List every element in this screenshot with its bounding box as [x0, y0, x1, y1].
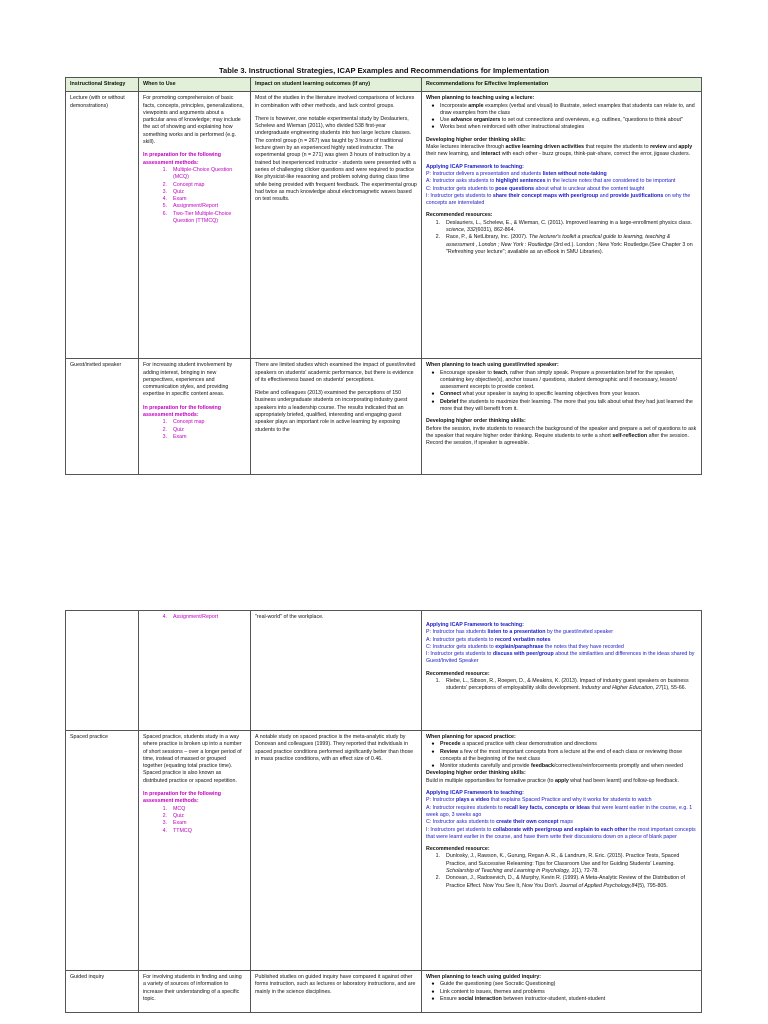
icap-block	[426, 622, 697, 666]
rec-bullets	[426, 741, 697, 770]
table-row-guest-continued	[66, 611, 702, 731]
header-when: When to Use	[139, 78, 251, 92]
rec-heading: When planning for spaced practice:	[426, 734, 516, 740]
list-item: 1. Riebe, L., Sibson, R., Roepen, D., & Meakins, K. (2013). Impact of industry guest speakers on business students' perceptions of employability skills development. Industry and Higher Education, 27(1), 55-66.	[435, 678, 689, 692]
list-item: ● Precede a spaced practice with clear demonstration and directions	[431, 741, 597, 748]
list-item: ● Connect what your speaker is saying to specific learning objectives from your lesson.	[431, 391, 641, 398]
assessment-list	[143, 806, 246, 835]
impact-cell	[251, 359, 422, 475]
table-row-guided-inquiry	[66, 971, 702, 1013]
impact-cell	[251, 971, 422, 1013]
table-row-guest	[66, 359, 702, 475]
table-header-row	[66, 78, 702, 92]
impact-text: There are limited studies which examined the impact of guest/invited speakers on students' academic performance, but there is evidence of its effectiveness based on students' perceptions.	[255, 362, 416, 383]
impact-text: Published studies on guided inquiry have compared it against other forms instruction, such as lectures or laboratory instructions, and are mainly in the science disciplines.	[255, 974, 416, 995]
impact-text: "real-world" of the workplace.	[255, 614, 324, 620]
resources-list	[426, 220, 697, 256]
recommendation-cell	[422, 92, 702, 359]
icap-i: I: Instructors get students to collaborate with peer/group and explain to each other the most important concepts that were learnt earlier in the course, and have them write their discussions down on a piece of blank paper	[426, 826, 696, 840]
list-item: ● Use advance organizers to set out connections and overviews, e.g. outlines, "questions to think about"	[431, 117, 683, 124]
list-item: 1. Concept map	[162, 419, 205, 426]
icap-i: I: Instructor gets students to share their concept maps with peer/group and provide justifications on why the concepts are interrelated	[426, 192, 691, 207]
list-item: 3. Exam	[162, 820, 187, 827]
icap-c: C: Instructor asks students to create their own concept maps	[426, 819, 573, 826]
recommendation-cell	[422, 971, 702, 1013]
assessment-list	[143, 419, 246, 441]
table-title: Table 3. Instructional Strategies, ICAP Examples and Recommendations for Implementation	[218, 66, 550, 75]
header-impact: Impact on student learning outcomes (if any)	[251, 78, 422, 92]
strategies-table-part-2	[65, 610, 702, 1013]
resources-heading: Recommended resource:	[426, 670, 490, 677]
list-item: 6. Two-Tier Multiple-Choice Question (TTMCQ)	[162, 210, 232, 225]
header-recommendations: Recommendations for Effective Implementation	[422, 78, 702, 92]
prep-heading: In preparation for the following assessment methods:	[143, 152, 221, 166]
list-item: 4. Assignment/Report	[162, 614, 219, 620]
list-item: 1. Deslauriers, L., Schelew, E., & Wieman, C. (2011). Improved learning in a large-enrollment physics class. science, 332(6031), 862-864.	[435, 219, 693, 234]
list-item: ● Review a few of the most important concepts from a lecture at the end of each class or reviewing those concepts at the beginning of the next class	[431, 748, 683, 762]
prep-heading: In preparation for the following assessment methods:	[143, 404, 221, 419]
when-cell	[139, 359, 251, 475]
list-item: 2. Concept map	[162, 181, 205, 188]
when-cell	[139, 731, 251, 971]
rec-bullets	[426, 981, 697, 1003]
list-item: ● Ensure social interaction between instructor-student, student-student	[431, 995, 606, 1002]
list-item: 1. MCQ	[162, 805, 186, 812]
impact-cell	[251, 731, 422, 971]
hot-heading: Developing higher order thinking skills:	[426, 136, 526, 143]
icap-i: I: Instructor gets students to discuss with peer/group about the similarities and differences in the ideas shared by Guest/Invited Speaker	[426, 651, 695, 665]
hot-text: Before the session, invite students to research the background of the speaker and prepare a set of questions to ask the speaker that require higher order thinking. Require students to write a short self-reflection after the session. Record the session, if speaker is agreeable.	[426, 425, 697, 447]
list-item: 2. Quiz	[162, 812, 184, 819]
strategy-cell: Guided inquiry	[66, 971, 139, 1013]
list-item: 3. Quiz	[162, 188, 184, 195]
list-item: 2. Quiz	[162, 426, 184, 433]
list-item: ● Incorporate ample examples (verbal and visual) to illustrate, select examples that students can relate to, and draw examples from the class	[431, 102, 695, 116]
recommendation-cell	[422, 731, 702, 971]
resources-heading: Recommended resource:	[426, 846, 490, 853]
when-cell	[139, 611, 251, 731]
impact-text: Most of the studies in the literature involved comparisons of lectures in combination with other methods, and lack control groups.	[255, 95, 415, 109]
list-item: ● Debrief the students to maximize their learning. The more that you talk about what they had just learned the more that they will benefit from it.	[431, 398, 693, 413]
list-item: 5. Assignment/Report	[162, 203, 219, 210]
when-text: Spaced practice, students study in a way where practice is broken up into a number of short sessions – over a longer period of time, instead of massed or grouped together (equating total practice time). Spaced practice is also known as distributed practice or spaced repetition.	[143, 734, 242, 784]
list-item: 3. Exam	[162, 433, 187, 440]
icap-a: A: Instructor gets students to record verbatim notes	[426, 636, 551, 643]
header-strategy: Instructional Strategy	[66, 78, 139, 92]
table-row-spaced-practice	[66, 731, 702, 971]
rec-bullets	[426, 370, 697, 414]
icap-p: P: Instructor has students listen to a presentation by the guest/invited speaker	[426, 629, 613, 636]
when-cell	[139, 92, 251, 359]
list-item: 1. Multiple-Choice Question (MCQ)	[162, 166, 233, 181]
strategy-cell: Guest/invited speaker	[66, 359, 139, 475]
impact-text: There is however, one notable experimental study by Deslauriers, Schelew and Wieman (2011), who divided 538 first-year undergraduate engineering students into two large lecture classes. The control group (n = 267) was taught by 3 hours of traditional lecture given by an experienced highly rated instructor. The experimental group (n = 271) was given 3 hours of instruction by a trained but inexperienced instructor - students were presented with a series of challenging clicker questions and were required to practice like physicist-like reasoning and problem solving during class time while being provided with frequent feedback. The experimental group had twice as much knowledge about electromagnetic waves based on test results.	[255, 115, 417, 203]
list-item: 4. Exam	[162, 196, 187, 203]
icap-p: P: Instructor delivers a presentation and students listen without note-taking	[426, 170, 607, 177]
rec-bullets	[426, 103, 697, 132]
strategies-table-part-1	[65, 77, 702, 475]
icap-heading: Applying ICAP Framework to teaching:	[426, 622, 524, 628]
list-item: ● Works best when reinforced with other instructional strategies	[431, 124, 585, 131]
when-text: For involving students in finding and using a variety of sources of information to increase their understanding of a specific topic.	[143, 974, 242, 1002]
list-item: ● Encourage speaker to teach, rather than simply speak. Prepare a presentation brief for the speaker, containing key objective(s), anchor issues / questions, student demographic and if necessary, lesson/ assessment excerpts to provide context.	[431, 369, 677, 391]
strategy-cell: Lecture (with or without demonstrations)	[66, 92, 139, 359]
rec-heading: When planning to teach using guest/invited speaker:	[426, 362, 559, 369]
when-text: For promoting comprehension of basic facts, concepts, principles, generalizations, viewpoints and arguments about a particular area of knowledge; may include the act of showing and explaining how something works and is performed (e.g. skill).	[143, 95, 244, 146]
icap-heading: Applying ICAP Framework to teaching:	[426, 163, 524, 170]
resources-list	[426, 678, 697, 693]
recommendation-cell	[422, 359, 702, 475]
hot-text: Make lectures interactive through active learning driven activities that require the students to review and apply their new learning, and interact with each other - buzz groups, think-pair-share, correct the error, jigsaw clusters.	[426, 144, 693, 158]
list-item: ● Guide the questioning (see Socratic Questioning)	[431, 981, 556, 988]
rec-heading: When planning to teach using guided inquiry:	[426, 974, 542, 980]
list-item: ● Link content to issues, themes and problems	[431, 988, 545, 995]
list-item: ● Monitor students carefully and provide feedback/correctives/reinforcements promptly and when needed	[431, 763, 683, 770]
assessment-list	[143, 614, 246, 621]
icap-a: A: Instructor asks students to highlight sentences in the lecture notes that are considered to be important	[426, 178, 676, 185]
rec-heading: When planning to teaching using a lecture:	[426, 95, 535, 102]
icap-heading: Applying ICAP Framework to teaching:	[426, 790, 524, 797]
icap-p: P: Instructor plays a video that explains Spaced Practice and why it works for students to watch	[426, 797, 652, 804]
when-cell	[139, 971, 251, 1013]
list-item: 2. Race, P., & NetLibrary, Inc. (2007). The lecturer's toolkit a practical guide to learning, teaching & assessment , London ; New York : Routledge (3rd ed.). London ; New York: Routledge.(See Chapter 3 on "Refreshing your lecture"; available as an eBook in SMU Libraries).	[435, 234, 693, 255]
hot-text: Build in multiple opportunities for formative practice (to apply what had been learnt) and follow-up feedback.	[426, 777, 679, 784]
list-item: 1. Dunlosky, J., Rawson, K., Gurung, Regan A. R., & Landrum, R. Eric. (2015). Practice Tests, Spaced Practice, and Successive Relearning: Tips for Classroom Use and for Guiding Students' Learning. Scholarship of Teaching and Learning in Psychology, 1(1), 72-78.	[435, 853, 680, 875]
icap-block	[426, 164, 697, 208]
icap-c: C: Instructor gets students to explain/paraphrase the notes that they have recorded	[426, 643, 624, 650]
hot-heading: Developing higher order thinking skills:	[426, 770, 526, 777]
icap-block	[426, 790, 697, 841]
recommendation-cell	[422, 611, 702, 731]
impact-text: Riebe and colleagues (2013) examined the perceptions of 150 business undergraduate students on incorporating industry guest speakers into a leadership course. The results indicated that an appropriately briefed, qualified, interesting and engaging guest speaker plays an important role in active learning by exposing students to the	[255, 390, 408, 433]
impact-text: A notable study on spaced practice is the meta-analytic study by Donovan and colleagues (1999). They reported that individuals in spaced practice conditions performed significantly better than those in mass practice conditions, with an effect size of 0.46.	[255, 734, 414, 762]
list-item: 4. TTMCQ	[162, 827, 192, 834]
impact-cell	[251, 92, 422, 359]
list-item: 2. Donovan, J., Radosevich, D., & Murphy, Kevin R. (1999). A Meta-Analytic Review of the Distribution of Practice Effect. Now You See It, Now You Don't. Journal of Applied Psychology,84(5), 795-805.	[435, 875, 685, 889]
icap-c: C: Instructor gets students to pose questions about what is unclear about the content taught	[426, 185, 645, 192]
hot-heading: Developing higher order thinking skills:	[426, 418, 526, 425]
icap-a: A: Instructor requires students to recall key facts, concepts or ideas that were learnt earlier in the course, e.g. 1 week ago, 3 weeks ago	[426, 804, 693, 818]
impact-cell	[251, 611, 422, 731]
assessment-list	[143, 167, 246, 225]
strategy-cell: Spaced practice	[66, 731, 139, 971]
table-row-lecture	[66, 92, 702, 359]
resources-heading: Recommended resources:	[426, 212, 493, 219]
strategy-cell	[66, 611, 139, 731]
prep-heading: In preparation for the following assessment methods:	[143, 791, 221, 805]
when-text: For increasing student involvement by adding interest, bringing in new perspectives, experiences and communication styles, and providing expertise in specific content areas.	[143, 362, 233, 398]
resources-list	[426, 853, 697, 889]
